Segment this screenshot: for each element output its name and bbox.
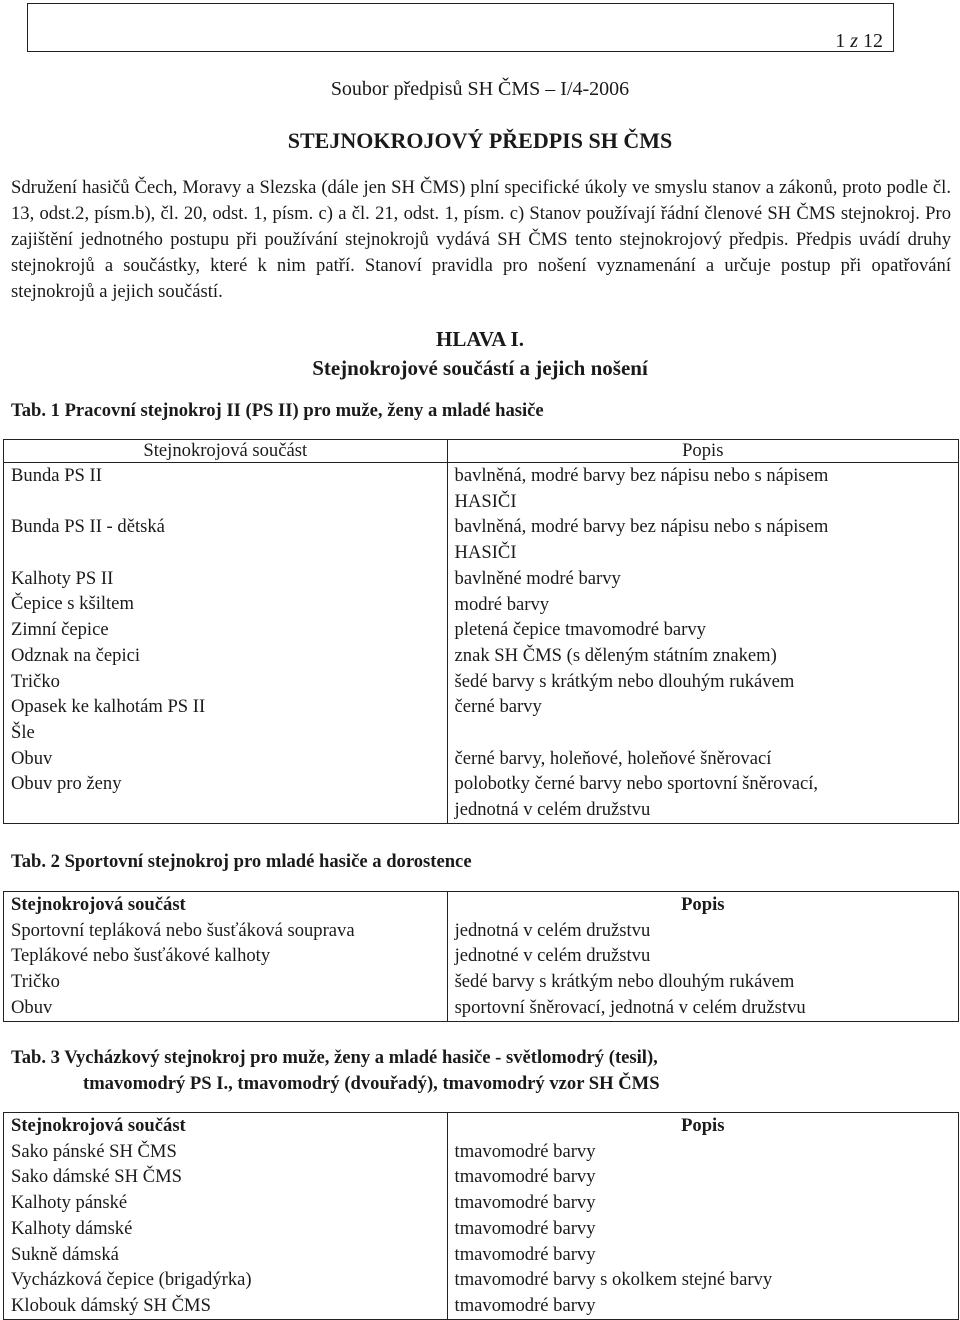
intro-line: zákonů, proto podle čl. 13, odst.2, písm.b), čl. 20, odst. 1, písm. c) a čl. 21, odst. 1, písm. c) Stanov	[11, 177, 951, 224]
table-cell: HASIČI	[454, 542, 517, 564]
table-cell: Čepice s kšiltem	[11, 593, 134, 615]
table-cell: černé barvy	[454, 696, 542, 718]
table-cell	[455, 720, 951, 746]
table-cell: tmavomodré barvy	[454, 1243, 596, 1265]
table-cell: tmavomodré barvy	[454, 1166, 596, 1188]
table1	[3, 439, 959, 824]
table-cell: bavlněná, modré barvy bez nápisu nebo s nápisem	[454, 516, 829, 538]
table-cell: tmavomodré barvy	[454, 1294, 596, 1316]
table-cell: tmavomodré barvy	[454, 1192, 596, 1214]
table-header-row	[4, 440, 959, 463]
table-cell: jednotná v celém družstvu	[454, 919, 651, 941]
table-cell: Odznak na čepici	[11, 644, 141, 666]
table-cell	[11, 540, 440, 566]
table-body-row	[4, 1113, 959, 1320]
table-cell: modré barvy	[454, 593, 550, 615]
table2-col2	[447, 892, 958, 1022]
table1-col1	[4, 463, 448, 824]
table1-col2	[447, 463, 958, 824]
table-cell: bavlněná, modré barvy bez nápisu nebo s nápisem	[454, 465, 829, 486]
table-cell: Sukně dámská	[11, 1243, 119, 1265]
table-cell: Tričko	[11, 971, 60, 993]
page-number: 1 z 12	[835, 30, 883, 52]
table-cell: Zimní čepice	[11, 619, 109, 641]
table-cell: Sako pánské SH ČMS	[11, 1140, 177, 1162]
table-cell: polobotky černé barvy nebo sportovní šněrovací,	[454, 773, 819, 795]
table-cell: znak SH ČMS (s děleným státním znakem)	[454, 644, 777, 666]
table-cell: Obuv pro ženy	[11, 773, 122, 795]
table-header-cell: Stejnokrojová součást	[11, 1115, 186, 1136]
table-body-row	[4, 892, 959, 1022]
table-cell: Opasek ke kalhotám PS II	[11, 696, 206, 718]
intro-line: Sdružení hasičů Čech, Moravy a Slezska (dále jen SH ČMS) plní specifické úkoly ve smyslu stanov a	[11, 177, 775, 198]
table-cell: šedé barvy s krátkým nebo dlouhým rukávem	[454, 670, 795, 692]
table-cell: tmavomodré barvy s okolkem stejné barvy	[454, 1269, 773, 1291]
intro-line: patří. Stanoví pravidla pro nošení vyznamenání a určuje postup při opatřování stejnokrojů a jejich součástí.	[11, 255, 952, 302]
table-cell: Bunda PS II	[11, 465, 102, 486]
table-cell: sportovní šněrovací, jednotná v celém družstvu	[454, 996, 806, 1018]
table1-caption: Tab. 1 Pracovní stejnokroj II (PS II) pro muže, ženy a mladé hasiče	[11, 400, 544, 421]
table2-col1	[4, 892, 448, 1022]
table3-col1	[4, 1113, 448, 1320]
table-cell	[11, 797, 440, 823]
table-cell: Obuv	[11, 996, 53, 1018]
table-cell: Kalhoty pánské	[11, 1192, 128, 1214]
table-cell: jednotná v celém družstvu	[454, 799, 651, 821]
table-cell: šedé barvy s krátkým nebo dlouhým rukávem	[454, 971, 795, 993]
table-header-cell: Popis	[681, 894, 725, 915]
table3-caption-line2: tmavomodrý PS I., tmavomodrý (dvouřadý), tmavomodrý vzor SH ČMS	[83, 1073, 660, 1094]
table-cell: Kalhoty dámské	[11, 1217, 133, 1239]
document-subtitle: Soubor předpisů SH ČMS – I/4-2006	[330, 78, 630, 100]
table-cell: Vycházková čepice (brigadýrka)	[11, 1269, 252, 1291]
table3	[3, 1112, 959, 1320]
table-cell: Obuv	[11, 747, 53, 769]
intro-line: používají řádní členové SH ČMS stejnokroj. Pro zajištění jednotného postupu při používání stejnokrojů	[11, 203, 951, 250]
table-cell	[11, 489, 440, 515]
table-cell: Bunda PS II - dětská	[11, 516, 165, 538]
chapter-subheading: Stejnokrojové součástí a jejich nošení	[312, 356, 648, 380]
table-cell: Klobouk dámský SH ČMS	[11, 1294, 211, 1316]
table-cell: pletená čepice tmavomodré barvy	[454, 619, 706, 641]
table-header-cell: Popis	[681, 1115, 725, 1136]
table-cell: tmavomodré barvy	[454, 1217, 596, 1239]
table-body-row	[4, 463, 959, 824]
table-cell: Tričko	[11, 670, 60, 692]
intro-paragraph	[11, 175, 951, 305]
chapter-heading: HLAVA I.	[436, 327, 524, 351]
table-header-cell: Popis	[447, 440, 958, 463]
table2	[3, 891, 959, 1022]
table-cell: HASIČI	[454, 490, 517, 512]
table-cell: bavlněné modré barvy	[454, 567, 621, 589]
table2-caption: Tab. 2 Sportovní stejnokroj pro mladé hasiče a dorostence	[11, 851, 472, 872]
table-cell: Šle	[11, 722, 35, 743]
table-cell: tmavomodré barvy	[454, 1140, 596, 1162]
table-cell: černé barvy, holeňové, holeňové šněrovací	[454, 747, 772, 769]
table-cell: Sako dámské SH ČMS	[11, 1166, 182, 1188]
table-cell: Kalhoty PS II	[11, 567, 114, 589]
table-header-cell: Stejnokrojová součást	[11, 894, 186, 915]
table-cell: Sportovní tepláková nebo šusťáková souprava	[11, 919, 355, 941]
page-header-box	[27, 3, 894, 52]
document-title: STEJNOKROJOVÝ PŘEDPIS SH ČMS	[287, 128, 673, 153]
table-cell: Teplákové nebo šusťákové kalhoty	[11, 945, 271, 967]
table-cell: jednotné v celém družstvu	[454, 945, 651, 967]
table3-col2	[447, 1113, 958, 1320]
table-header-cell: Stejnokrojová součást	[4, 440, 448, 463]
table3-caption-line1: Tab. 3 Vycházkový stejnokroj pro muže, ženy a mladé hasiče - světlomodrý (tesil),	[11, 1047, 658, 1068]
intro-line: vydává SH ČMS tento stejnokrojový předpis. Předpis uvádí druhy stejnokrojů a součástky, které k nim	[11, 229, 952, 276]
